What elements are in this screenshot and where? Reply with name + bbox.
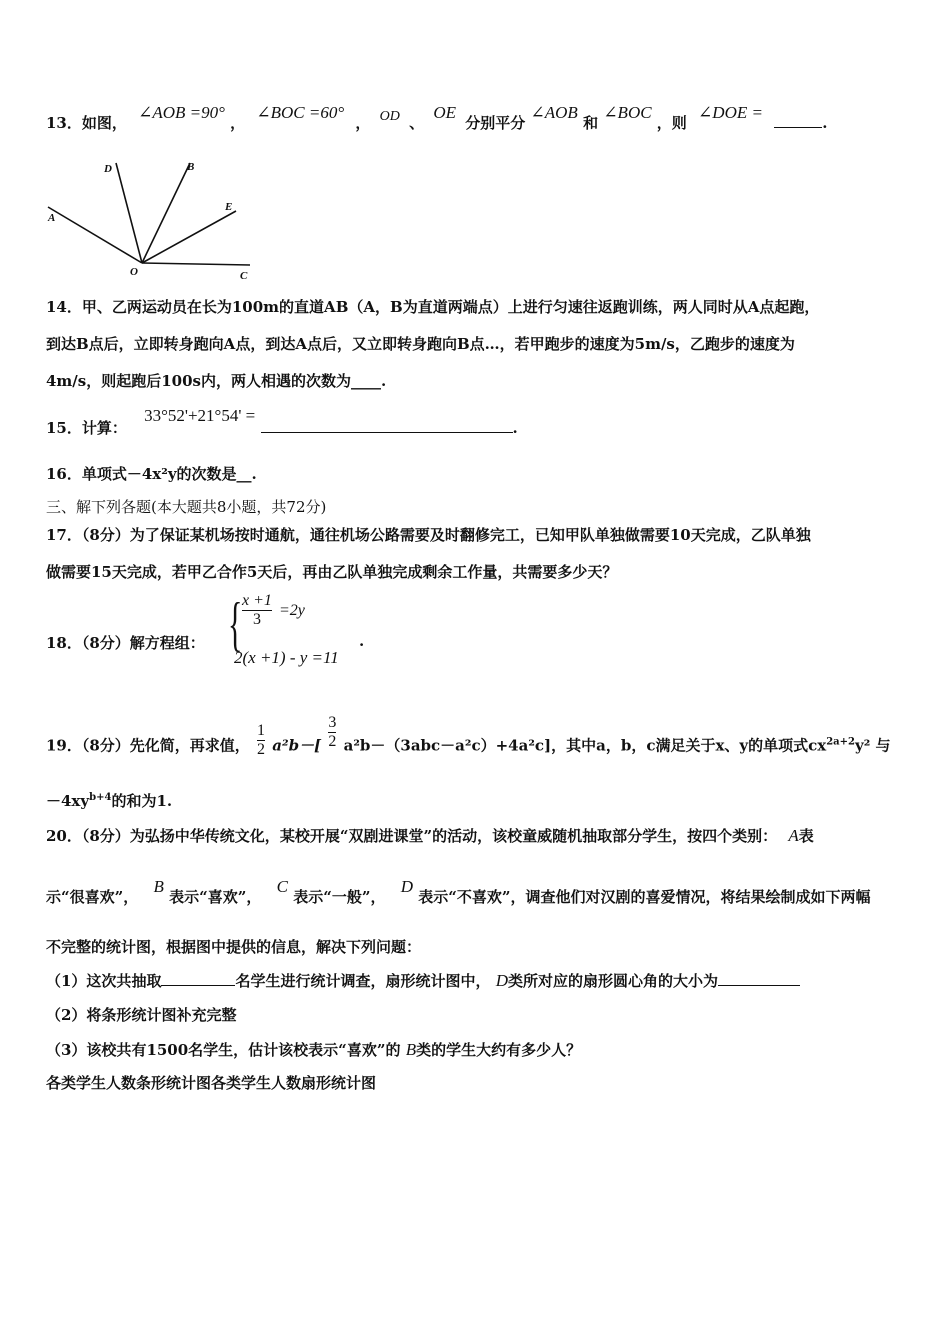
q20-sub1a: （1）这次共抽取 — [46, 972, 162, 990]
q13-bisect: 分别平分 — [465, 114, 526, 132]
q19-number: 19．（8分）先化简，再求值， — [46, 736, 250, 755]
q20-category-d: D — [400, 877, 413, 896]
q13-angle-aob: ∠AOB =90° — [138, 103, 225, 122]
q20-category-c: C — [276, 877, 288, 896]
label-a: A — [48, 212, 56, 224]
q13-answer-blank — [774, 127, 822, 128]
q19-part2: a²b－（3abc－a²c）+4a²c]，其中a，b，c满足关于x、y的单项式cx — [343, 736, 827, 755]
q20-sub3a: （3）该校共有1500名学生，估计该校表示“喜欢”的 — [46, 1041, 401, 1059]
q19-f1-num: 1 — [257, 722, 266, 739]
q19-f2-num: 3 — [328, 714, 337, 731]
q15-answer-blank — [261, 432, 513, 433]
q19-f2-den: 2 — [328, 733, 337, 750]
q13-line — [46, 103, 828, 133]
q13-angle-doe: ∠DOE = — [698, 103, 763, 122]
q14-line2: 到达B点后，立即转身跑向A点，到达A点后，又立即转身跑向B点…，若甲跑步的速度为5m/s，乙跑步的速度为 — [46, 335, 795, 353]
q20-l2c: 表示“一般”， — [293, 888, 386, 906]
q20-sub3-b: B — [405, 1040, 417, 1059]
q20-l2d: 表示“不喜欢”，调查他们对汉剧的喜爱情况，将结果绘制成如下两幅 — [418, 888, 871, 906]
ray-oc — [142, 263, 250, 265]
q17-line2: 做需要15天完成，若甲乙合作5天后，再由乙队单独完成剩余工作量，共需要多少天？ — [46, 563, 618, 581]
q13-period: . — [822, 114, 828, 132]
q18-period: . — [359, 632, 365, 650]
label-e: E — [225, 201, 233, 213]
q20-line1-text: 20．（8分）为弘扬中华传统文化，某校开展“双剧进课堂”的活动，该校童威随机抽取部分学生，按四个类别： — [46, 827, 778, 845]
q19-exponent2: b+4 — [89, 792, 112, 803]
q19-line2b: 的和为1. — [111, 792, 173, 810]
label-d: D — [104, 163, 112, 175]
q20-category-a: A — [788, 826, 799, 845]
q19-part3: y² 与 — [855, 736, 891, 755]
q20-chart-caption: 各类学生人数条形统计图各类学生人数扇形统计图 — [46, 1074, 377, 1092]
q19-f1-den: 2 — [257, 741, 266, 758]
q16-line: 16．单项式－4x²y的次数是__. — [46, 465, 257, 483]
q18-equation-system — [228, 592, 368, 672]
q20-sub1-blank1 — [161, 985, 235, 986]
q13-then: ，则 — [656, 114, 687, 132]
q19-line1 — [46, 714, 891, 765]
q14-line1: 14．甲、乙两运动员在长为100m的直道AB（A，B为直道两端点）上进行匀速往返跑训练，两人同时从A点起跑， — [46, 298, 820, 316]
q20-l2a: 示“很喜欢”， — [46, 888, 139, 906]
q13-comma: ， — [355, 114, 371, 132]
label-o: O — [130, 266, 138, 278]
q18-label: 18．（8分）解方程组： — [46, 634, 205, 652]
q18-eq1-numerator: x +1 — [242, 592, 272, 609]
q17-line1: 17．（8分）为了保证某机场按时通航，通往机场公路需要及时翻修完工，已知甲队单独做需要10天完成，乙队单独 — [46, 526, 811, 544]
label-b: B — [187, 161, 195, 173]
q19-part1: a²b－[ — [272, 736, 322, 755]
q20-sub1b: 名学生进行统计调查，扇形统计图中， — [235, 972, 491, 990]
q20-sub2: （2）将条形统计图补充完整 — [46, 1006, 237, 1024]
label-c: C — [240, 270, 248, 282]
q13-sep: 、 — [409, 114, 425, 132]
q19-fraction-three-halves — [328, 714, 336, 751]
q20-category-b: B — [153, 877, 164, 896]
q13-number: 13．如图， — [46, 114, 127, 132]
ray-od — [116, 163, 142, 263]
q18-brace: { — [228, 591, 243, 657]
q18-eq2: 2(x +1) - y =11 — [234, 648, 339, 667]
q19-exponent1: 2a+2 — [826, 736, 855, 748]
q20-sub1-blank2 — [718, 985, 800, 986]
q13-angle-boc2: ∠BOC — [603, 103, 652, 122]
q13-angle-aob2: ∠AOB — [530, 103, 578, 122]
q20-sub1 — [46, 970, 800, 991]
q18-eq1-denominator: 3 — [252, 611, 261, 628]
q15-period: . — [512, 419, 518, 437]
q13-and: 和 — [583, 114, 599, 132]
q18-eq1 — [240, 592, 305, 629]
section-title: 三、解下列各题(本大题共8小题，共72分) — [46, 498, 327, 516]
q20-line2 — [46, 877, 871, 907]
q15-number: 15．计算： — [46, 419, 127, 437]
q14-line3: 4m/s，则起跑后100s内，两人相遇的次数为____. — [46, 372, 387, 390]
q20-sub1c: 类所对应的扇形圆心角的大小为 — [507, 972, 718, 990]
ray-oe — [142, 211, 236, 263]
q13-od: OD — [379, 109, 400, 124]
q20-sub3b: 类的学生大约有多少人？ — [416, 1041, 582, 1059]
q19-line2a: －4xy — [46, 792, 90, 810]
q18-eq1-rhs: =2y — [279, 602, 305, 619]
q15-line — [46, 406, 518, 438]
q20-line3: 不完整的统计图，根据图中提供的信息，解决下列问题： — [46, 938, 422, 956]
q20-line1-end: 表 — [798, 827, 814, 845]
q20-l2b: 表示“喜欢”， — [169, 888, 262, 906]
ray-oa — [48, 207, 142, 263]
q13-angle-boc: ∠BOC =60° — [256, 103, 345, 122]
q19-fraction-half — [257, 722, 265, 759]
q13-oe: OE — [433, 103, 457, 122]
q13-angle-diagram — [44, 155, 264, 285]
q13-comma: ， — [230, 114, 246, 132]
q20-sub3 — [46, 1039, 581, 1060]
q19-line2 — [46, 790, 172, 811]
q20-sub1-d: D — [495, 971, 508, 990]
q20-line1 — [46, 825, 814, 846]
q15-expression: 33°52'+21°54' = — [144, 406, 256, 425]
q18-eq1-fraction — [242, 592, 272, 629]
ray-ob — [142, 163, 190, 263]
